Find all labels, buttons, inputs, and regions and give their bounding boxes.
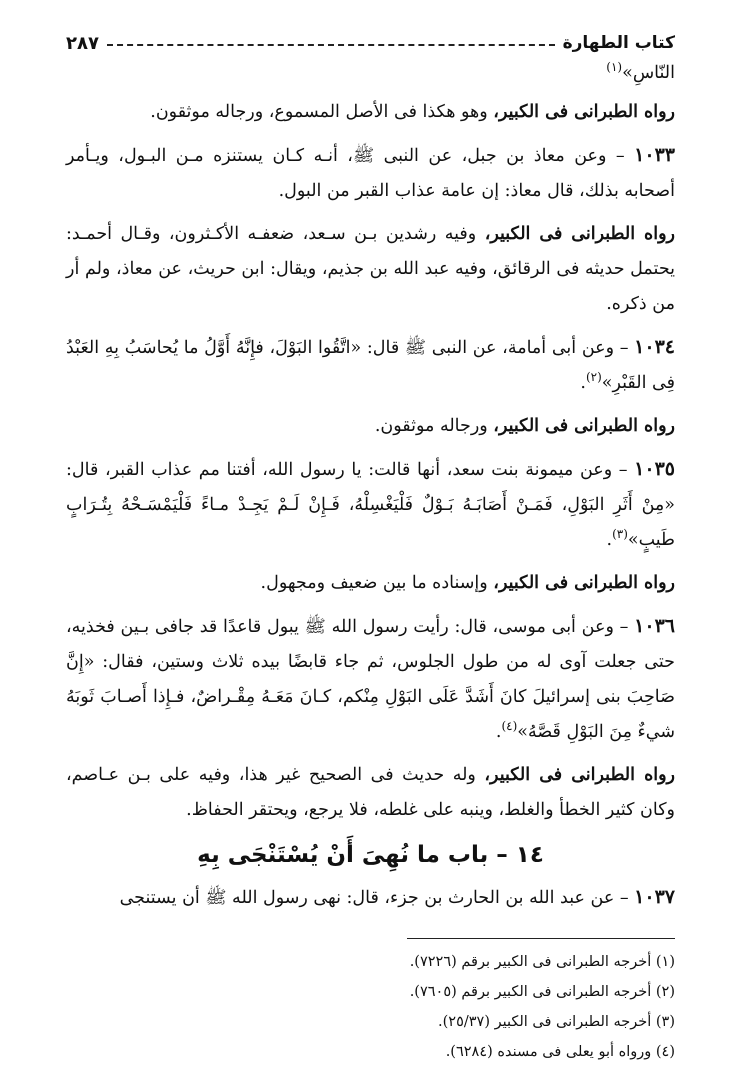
source-lead: رواه الطبرانى فى الكبير، [493,102,675,122]
hadith-paragraph [66,330,675,401]
paragraph-tail: . [606,530,613,550]
paragraph-continuation [66,56,675,91]
footnote-ref: (٣) [612,527,628,542]
main-text-continued [66,880,675,916]
page-number: ٢٨٧ [66,32,99,54]
chapter-heading: ١٤ – باب ما نُهِىَ أَنْ يُسْتَنْجَى بِهِ [197,842,544,868]
paragraph-commentary [66,758,675,828]
source-lead: رواه الطبرانى فى الكبير، [484,224,675,244]
paragraph-text: وهو هكذا فى الأصل المسموع، ورجاله موثقون. [150,102,494,122]
paragraph-text: – وعن معاذ بن جبل، عن النبى ﷺ، أنـه كـان يستنزه مـن البـول، ويـأمر أصحابه بذلك، قال معاذ: إن عامة عذاب القبر من البول. [66,146,675,201]
footnote-ref: (١) [606,60,623,75]
footnote-separator [407,938,675,939]
paragraph-text: – وعن أبى أمامة، عن النبى ﷺ قال: «اتَّقُوا البَوْلَ، فإِنَّهُ أَوَّلُ ما يُحاسَبُ بِهِ العَبْدُ فِى القَبْرِ» [66,338,675,393]
hadith-number: ١٠٣٦ [634,615,675,637]
footnote: (٤) ورواه أبو يعلى فى مسنده (٦٢٨٤). [445,1044,675,1060]
paragraph-text: وإسناده ما بين ضعيف ومجهول. [260,573,494,593]
hadith-number: ١٠٣٣ [634,144,675,166]
paragraph-text: – عن عبد الله بن الحارث بن جزء، قال: نهى رسول الله ﷺ أن يستنجى [119,888,635,908]
footnote-ref: (٤) [501,719,518,734]
source-lead: رواه الطبرانى فى الكبير، [484,765,675,785]
source-lead: رواه الطبرانى فى الكبير، [493,573,675,593]
paragraph-commentary [66,95,675,130]
paragraph-text: وله حديث فى الصحيح غير هذا، وفيه على بـن عـاصم، وكان كثير الخطأ والغلط، وينبه على غلطه، فلا يرجع، ويحتقر الحفاظ. [66,765,675,820]
hadith-paragraph [66,880,675,916]
paragraph-tail: . [495,722,502,742]
paragraph-text: ورجاله موثقون. [374,416,494,436]
paragraph-commentary [66,566,675,601]
header-title: كتاب الطهارة [562,33,675,53]
paragraph-text: النّاسِ» [622,63,675,83]
paragraph-text: – وعن ميمونة بنت سعد، أنها قالت: يا رسول الله، أفتنا مم عذاب القبر، قال: «مِنْ أَثَرِ البَوْلِ، فَمَـنْ أَصَابَـهُ بَـوْلٌ فَلْيَغْسِلْهُ، فَـإِنْ لَـمْ يَجِـدْ مـاءً فَلْيَمْسَـحْهُ بِتُـرَابٍ طَيبٍ» [66,460,675,550]
hadith-paragraph [66,138,675,209]
footnote: (٣) أخرجه الطبرانى فى الكبير (٢٥/٣٧). [438,1014,675,1030]
paragraph-commentary [66,409,675,444]
hadith-number: ١٠٣٥ [634,458,675,480]
footnote: (٢) أخرجه الطبرانى فى الكبير برقم (٧٦٠٥). [409,984,675,1000]
paragraph-text: وفيه رشدين بـن سـعد، ضعفـه الأكـثرون، وقـال أحمـد: يحتمل حديثه فى الرقائق، وفيه عبد الله بن جذيم، ويقال: ابن حريث، عن معاذ، ولم أر من ذكره. [66,224,675,314]
running-header [66,30,675,56]
paragraph-commentary [66,217,675,322]
hadith-paragraph [66,452,675,558]
paragraph-tail: . [580,373,586,393]
header-dashed-rule [107,44,555,46]
footnote: (١) أخرجه الطبرانى فى الكبير برقم (٧٢٢٦). [409,954,675,970]
main-text [66,56,675,828]
footnotes [66,947,675,1067]
hadith-number: ١٠٣٧ [634,886,675,908]
paragraph-text: – وعن أبى موسى، قال: رأيت رسول الله ﷺ يبول قاعدًا قد جافى بـين فخذيه، حتى جعلت آوى له من طول الجلوس، ثم جاء قابضًا بيده ثلاث وستين، فقال: «إِنَّ صَاحِبَ بنى إسرائيلَ كانَ أَشَدَّ عَلَى البَوْلِ مِنْكم، كـانَ مَعَـهُ مِقْـراضٌ، فـإِذا أَصـابَ ثَوبَهُ شيءٌ مِنَ البَوْلِ قَصَّهُ» [66,617,675,742]
hadith-number: ١٠٣٤ [634,336,675,358]
footnote-ref: (٢) [585,370,602,385]
hadith-paragraph [66,609,675,750]
source-lead: رواه الطبرانى فى الكبير، [493,416,675,436]
